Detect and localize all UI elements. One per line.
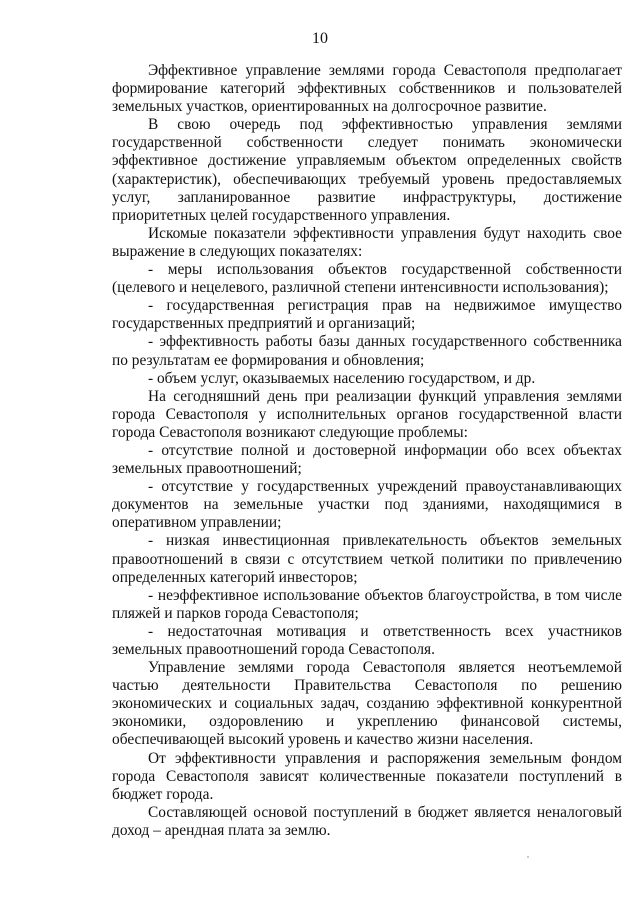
list-item-missing-information: - отсутствие полной и достоверной информации обо всех объектах земельных правоотношений; — [112, 441, 622, 478]
body-text — [112, 62, 622, 840]
list-item-missing-documents: - отсутствие у государственных учреждений правоустанавливающих документов на земельные участки под зданиями, находящимися в оперативном управлении; — [112, 478, 622, 532]
list-item-services-volume: - объем услуг, оказываемых населению государством, и др. — [148, 369, 536, 387]
paragraph-budget-dependence: От эффективности управления и распоряжения земельным фондом города Севастополя зависят количественные показатели поступлений в бюджет города. — [112, 749, 622, 803]
paragraph-land-rent: Составляющей основой поступлений в бюджет является неналоговый доход – арендная плата за землю. — [112, 803, 622, 839]
paragraph-indicators-intro: Искомые показатели эффективности управления будут находить свое выражение в следующих показателях: — [112, 224, 622, 260]
list-item-low-motivation: - недостаточная мотивация и ответственность всех участников земельных правоотношений города Севастополя. — [112, 622, 622, 658]
paragraph-problems-intro: На сегодняшний день при реализации функций управления землями города Севастополя у исполнительных органов государственной власти города Севастополя возникают следующие проблемы: — [112, 387, 622, 441]
paragraph-land-management-goals: Эффективное управление землями города Севастополя предполагает формирование категорий эффективных собственников и пользователей земельных участков, ориентированных на долгосрочное развитие. — [112, 62, 622, 116]
list-item-usage-measures: - меры использования объектов государственной собственности (целевого и нецелевого, различной степени интенсивности использования); — [112, 261, 622, 297]
scan-speck — [527, 856, 529, 858]
paragraph-efficiency-definition: В свою очередь под эффективностью управления землями государственной собственности следует понимать экономически эффективное достижение управляемым объектом определенных свойств (характеристик), обеспечивающих требуемый уровень предоставляемых услуг, запланированное развитие инфраструктуры, достижение приоритетных целей государственного управления. — [112, 116, 622, 224]
list-item-registration: - государственная регистрация прав на недвижимое имущество государственных предприятий и организаций; — [112, 297, 622, 333]
paragraph-government-role: Управление землями города Севастополя является неотъемлемой частью деятельности Правительства Севастополя по решению экономических и социальных задач, созданию эффективной конкурентной экономики, оздоровлению и укреплению финансовой системы, обеспечивающей высокий уровень и качество жизни населения. — [112, 659, 622, 749]
page-number: 10 — [312, 30, 328, 47]
list-item-database-efficiency: - эффективность работы базы данных государственного собственника по результатам ее формирования и обновления; — [112, 333, 622, 369]
list-item-inefficient-use: - неэффективное использование объектов благоустройства, в том числе пляжей и парков города Севастополя; — [112, 586, 622, 622]
list-item-low-investment: - низкая инвестиционная привлекательность объектов земельных правоотношений в связи с отсутствием четкой политики по привлечению определенных категорий инвесторов; — [112, 532, 622, 586]
